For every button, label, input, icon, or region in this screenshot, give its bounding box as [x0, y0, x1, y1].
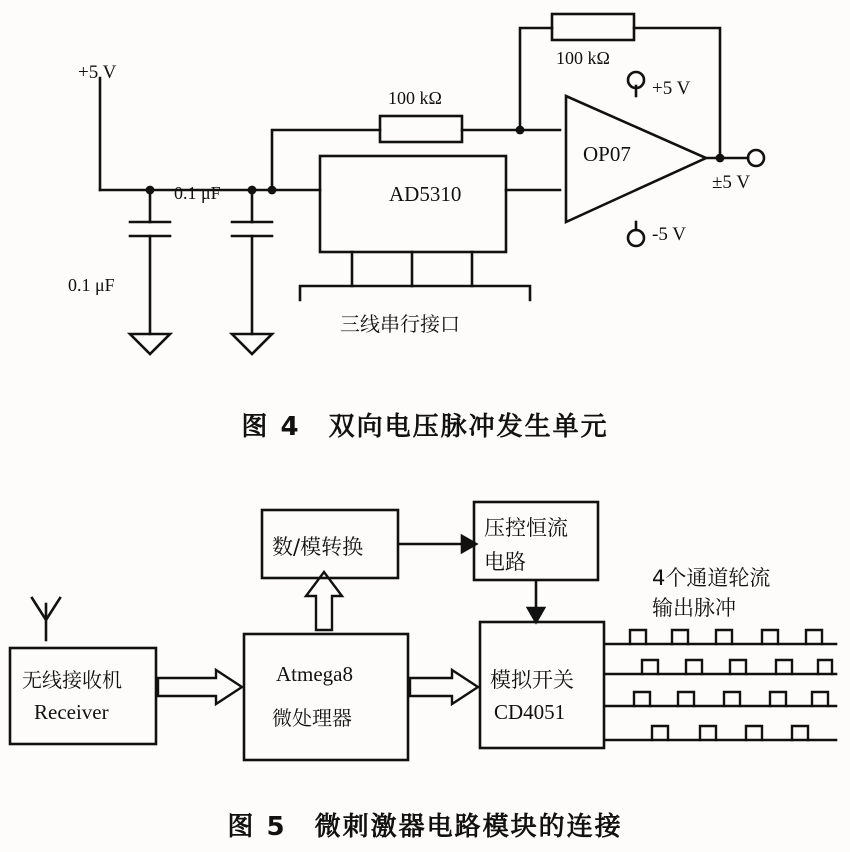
block-analog-switch-line2: CD4051: [494, 700, 566, 724]
label-ad5310: AD5310: [389, 182, 462, 206]
block-mcu: [244, 634, 408, 760]
pulse-train-4: [652, 726, 808, 740]
label-resistor-input: 100 kΩ: [388, 88, 442, 108]
label-cap1: 0.1 μF: [174, 183, 221, 203]
block-receiver-line2: Receiver: [34, 700, 109, 724]
pulse-train-2: [642, 660, 832, 674]
block-mcu-line1: Atmega8: [276, 662, 353, 686]
label-serial-interface: 三线串行接口: [340, 312, 460, 336]
arrow-receiver-to-mcu: [158, 670, 242, 704]
arrow-mcu-to-dac: [306, 572, 342, 630]
pulse-train-1: [630, 630, 822, 644]
label-supply-5v: +5 V: [78, 62, 117, 83]
figure-5-caption: 图 5 微刺激器电路模块的连接: [227, 812, 623, 842]
block-receiver: [10, 648, 156, 744]
block-analog-switch-line1: 模拟开关: [490, 668, 574, 692]
output-note-line2: 输出脉冲: [652, 596, 736, 620]
label-output-voltage: ±5 V: [712, 172, 751, 193]
block-current-source-line1: 压控恒流: [484, 516, 568, 540]
label-resistor-feedback: 100 kΩ: [556, 48, 610, 68]
label-cap2: 0.1 μF: [68, 275, 115, 295]
block-receiver-line1: 无线接收机: [22, 668, 122, 692]
arrow-mcu-to-switch: [410, 670, 478, 704]
output-note-line1: 4个通道轮流: [652, 566, 771, 590]
block-current-source-line2: 电路: [484, 550, 526, 574]
block-dac-line1: 数/模转换: [272, 535, 364, 559]
label-op07: OP07: [583, 142, 631, 166]
figure-4-caption: 图 4 双向电压脉冲发生单元: [241, 412, 609, 442]
block-mcu-line2: 微处理器: [272, 706, 352, 730]
label-opamp-vneg: -5 V: [652, 224, 686, 245]
arrowhead-current-to-switch: [528, 608, 544, 622]
label-opamp-vpos: +5 V: [652, 78, 691, 99]
pulse-train-3: [634, 692, 828, 706]
